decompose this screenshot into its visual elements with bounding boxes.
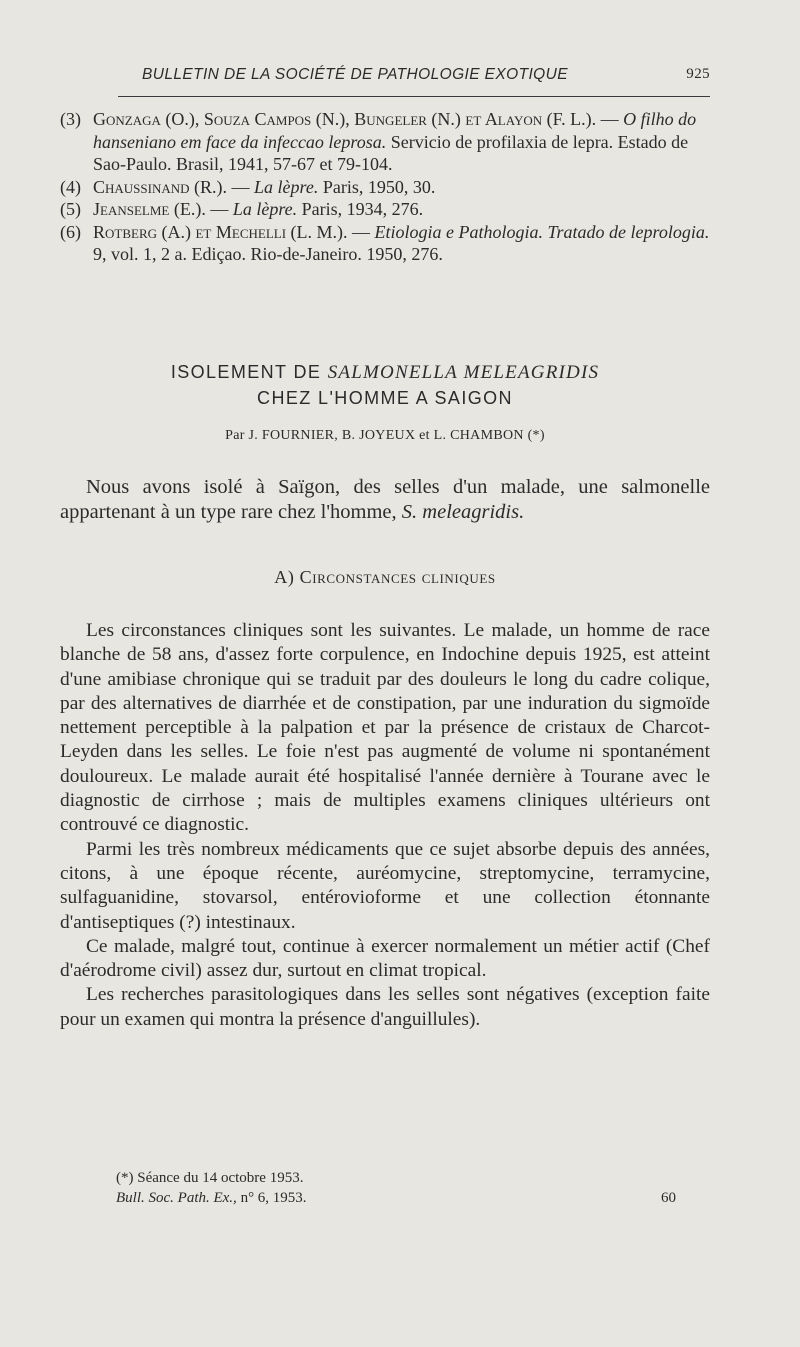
reference-item xyxy=(60,176,710,199)
intro-text: Nous avons isolé à Saïgon, des selles d'un malade, une salmonelle appartenant à un type rare chez l'homme, xyxy=(60,476,710,523)
reference-title: Etiologia e Pathologia. Tratado de leprologia. xyxy=(374,221,710,242)
article-title-line-1 xyxy=(60,362,710,384)
sheet-number: 60 xyxy=(661,1190,676,1206)
reference-authors: Rotberg (A.) et Mechelli (L. M.). — xyxy=(93,221,371,242)
article-intro xyxy=(60,475,710,524)
reference-number: (6) xyxy=(60,221,81,242)
body-paragraph: Parmi les très nombreux médicaments que ce sujet absorbe depuis des années, citons, à une époque récente, auréomycine, streptomycine, terramycine, sulfaguanidine, stovarsol, entéroviοforme et une collection étonnante d'antiseptiques (?) intestinaux. xyxy=(60,838,710,933)
body-paragraph: Les circonstances cliniques sont les suivantes. Le malade, un homme de race blanche de 58 ans, d'assez forte corpulence, en Indochine depuis 1925, est atteint d'une amibiase chronique qui se traduit par des douleurs le long du cadre colique, par des alternatives de diarrhée et de constipation, par une induration du sigmoïde nettement perceptible à la palpation et par la présence de cristaux de Charcot-Leyden dans les selles. Le foie n'est pas augmenté de volume ni spontanément douloureux. Le malade aurait été hospitalisé l'année dernière à Tourane avec le diagnostic de cirrhose ; mais de multiples examens cliniques ultérieurs ont controuvé ce diagnostic. xyxy=(60,620,710,836)
reference-authors: Chaussinand (R.). — xyxy=(93,176,250,197)
title-prefix: ISOLEMENT DE xyxy=(170,362,322,382)
article-byline: Par J. FOURNIER, B. JOYEUX et L. CHAMBON (*) xyxy=(225,428,545,443)
reference-details: Servicio de profilaxia de lepra. Estado de Sao-Paulo. Brasil, 1941, 57-67 et 79-104. xyxy=(93,131,689,174)
reference-number: (4) xyxy=(60,176,81,197)
reference-number: (5) xyxy=(60,199,81,219)
reference-item xyxy=(60,198,710,221)
running-header xyxy=(118,64,710,90)
reference-title: La lèpre. xyxy=(254,176,319,197)
article-title-line-2: CHEZ L'HOMME A SAIGON xyxy=(257,388,513,408)
footnote-journal: Bull. Soc. Path. Ex., xyxy=(116,1190,237,1206)
reference-authors: Gonzaga (O.), Souza Campos (N.), Bungeler (N.) et Alayon (F. L.). — xyxy=(93,109,619,129)
intro-paragraph xyxy=(60,475,710,524)
reference-details: 9, vol. 1, 2 a. Ediçao. Rio-de-Janeiro. 1950, 276. xyxy=(93,244,443,264)
reference-item xyxy=(60,221,710,266)
body-paragraph: Ce malade, malgré tout, continue à exercer normalement un métier actif (Chef d'aérodrome civil) assez dur, surtout en climat tropical. xyxy=(60,935,710,982)
footnote xyxy=(116,1168,710,1208)
reference-list xyxy=(60,108,710,266)
reference-item xyxy=(60,108,710,176)
running-title: BULLETIN DE LA SOCIÉTÉ DE PATHOLOGIE EXOTIQUE xyxy=(142,66,568,83)
footnote-session: (*) Séance du 14 octobre 1953. xyxy=(116,1170,304,1186)
body-paragraph: Les recherches parasitologiques dans les selles sont négatives (exception faite pour un examen qui montra la présence d'anguillules). xyxy=(60,984,710,1030)
reference-title: O filho do hanseniano em face da infeccao leprosa. xyxy=(93,109,697,152)
reference-authors: Jeanselme (E.). — xyxy=(93,199,229,219)
footnote-citation xyxy=(116,1188,710,1208)
reference-details: Paris, 1934, 276. xyxy=(301,199,424,219)
page-number: 925 xyxy=(686,66,710,82)
reference-number: (3) xyxy=(60,109,81,129)
footnote-issue: n° 6, 1953. xyxy=(240,1190,307,1206)
article-body xyxy=(60,619,710,1032)
title-organism: SALMONELLA MELEAGRIDIS xyxy=(327,362,600,383)
section-heading: A) Circonstances cliniques xyxy=(274,567,496,587)
reference-title: La lèpre. xyxy=(232,199,298,219)
header-rule xyxy=(118,96,710,97)
intro-species: S. meleagridis. xyxy=(401,500,525,523)
reference-details: Paris, 1950, 30. xyxy=(322,176,436,197)
